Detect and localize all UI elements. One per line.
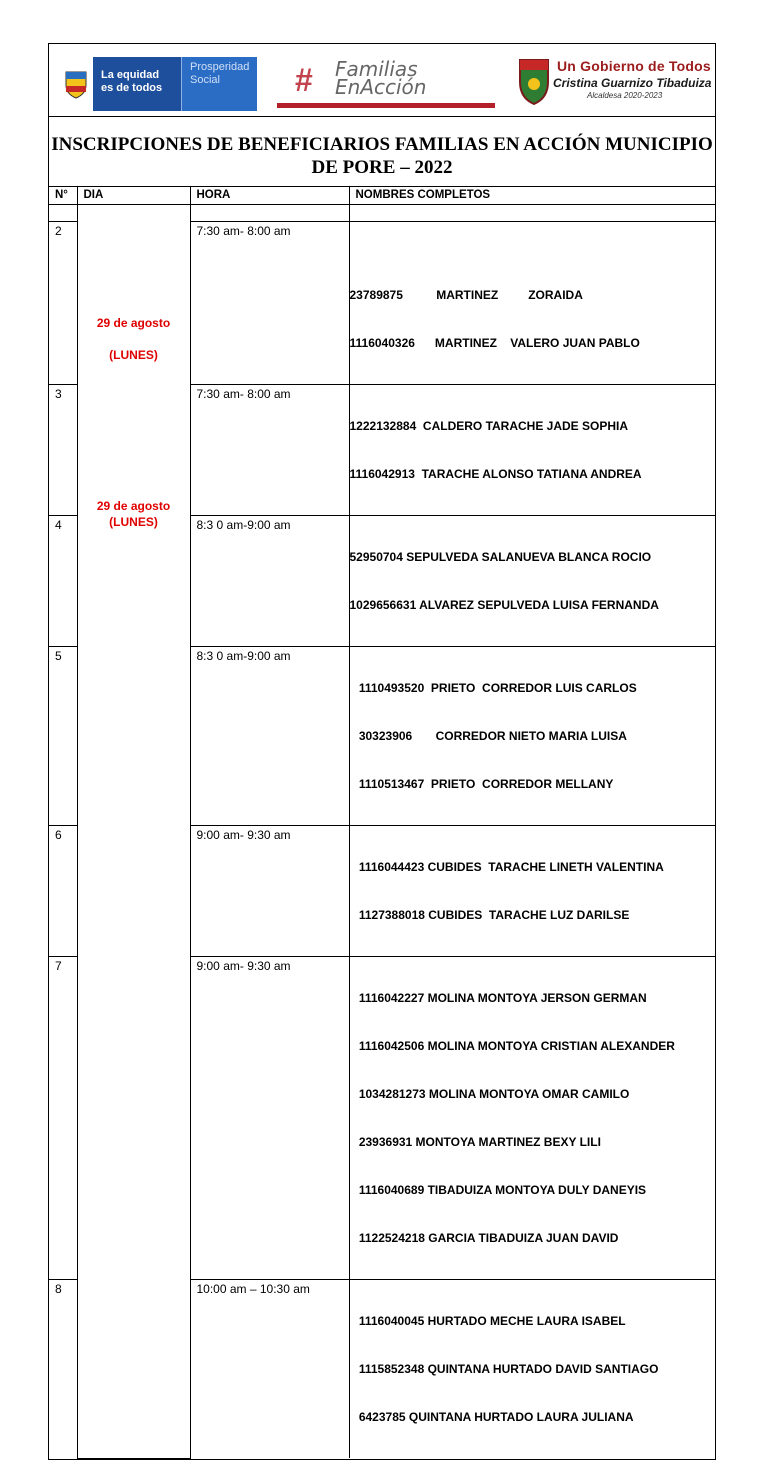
table-header-row bbox=[49, 187, 715, 205]
hashtag-icon: # bbox=[295, 62, 313, 98]
ps-line1: La equidad bbox=[101, 69, 160, 81]
ps-line4: Social bbox=[190, 74, 220, 86]
row-time: 10:00 am – 10:30 am bbox=[190, 1280, 349, 1459]
row-time: 7:30 am- 8:00 am bbox=[190, 222, 349, 385]
document bbox=[48, 43, 716, 1460]
row-names: 1116044423 CUBIDES TARACHE LINETH VALENTINA 1127388018 CUBIDES TARACHE LUZ DARILSE bbox=[349, 826, 715, 957]
day-weekday: (LUNES) bbox=[109, 348, 158, 362]
header-dia: DIA bbox=[77, 187, 190, 205]
row-names: 23789875 MARTINEZ ZORAIDA 1116040326 MARTINEZ VALERO JUAN PABLO bbox=[349, 222, 715, 385]
day-date-2: 29 de agosto bbox=[96, 499, 171, 513]
gt-line2: Cristina Guarnizo Tibaduiza bbox=[553, 76, 712, 90]
header-hora: HORA bbox=[190, 187, 349, 205]
gt-line1: Un Gobierno de Todos bbox=[557, 58, 711, 74]
row-names: 1116042227 MOLINA MONTOYA JERSON GERMAN 1116042506 MOLINA MONTOYA CRISTIAN ALEXANDER 1034281273 MOLINA MONTOYA OMAR CAMILO 23936931 MONTOYA MARTINEZ BEXY LILI 1116040689 TIBADUIZA MONTOYA DULY DANEYIS 1122524218 GARCIA TIBADUIZA JUAN DAVID bbox=[349, 957, 715, 1280]
row-number: 6 bbox=[49, 826, 77, 957]
row-names: 1110493520 PRIETO CORREDOR LUIS CARLOS 30323906 CORREDOR NIETO MARIA LUISA 1110513467 PRIETO CORREDOR MELLANY bbox=[349, 647, 715, 826]
fa-line2: EnAcción bbox=[335, 75, 427, 99]
row-number: 4 bbox=[49, 516, 77, 647]
familias-en-accion-logo bbox=[277, 58, 495, 108]
row-names: 1222132884 CALDERO TARACHE JADE SOPHIA 1116042913 TARACHE ALONSO TATIANA ANDREA bbox=[349, 385, 715, 516]
row-number: 8 bbox=[49, 1280, 77, 1459]
header-nombres: NOMBRES COMPLETOS bbox=[349, 187, 715, 205]
fa-red-bar bbox=[277, 103, 495, 108]
ps-line3: Prosperidad bbox=[190, 61, 250, 73]
row-time: 7:30 am- 8:00 am bbox=[190, 385, 349, 516]
row-time: 9:00 am- 9:30 am bbox=[190, 957, 349, 1280]
day-cell bbox=[77, 205, 190, 1459]
day-date: 29 de agosto bbox=[96, 316, 171, 330]
row-names: 1116040045 HURTADO MECHE LAURA ISABEL 1115852348 QUINTANA HURTADO DAVID SANTIAGO 6423785 QUINTANA HURTADO LAURA JULIANA bbox=[349, 1280, 715, 1459]
row-names: 52950704 SEPULVEDA SALANUEVA BLANCA ROCIO 1029656631 ALVAREZ SEPULVEDA LUISA FERNANDA bbox=[349, 516, 715, 647]
row-number: 2 bbox=[49, 222, 77, 385]
registration-table bbox=[49, 187, 715, 1459]
gt-line3: Alcaldesa 2020-2023 bbox=[587, 91, 663, 100]
municipal-shield-icon bbox=[517, 56, 551, 106]
ps-line2: es de todos bbox=[101, 82, 163, 94]
document-title: INSCRIPCIONES DE BENEFICIARIOS FAMILIAS EN ACCIÓN MUNICIPIO DE PORE – 2022 bbox=[49, 117, 715, 187]
day-weekday-2: (LUNES) bbox=[109, 515, 158, 529]
prosperidad-social-logo bbox=[59, 57, 257, 111]
row-number: 7 bbox=[49, 957, 77, 1280]
row-time: 8:3 0 am-9:00 am bbox=[190, 516, 349, 647]
colombia-shield-icon bbox=[59, 57, 93, 111]
row-number: 5 bbox=[49, 647, 77, 826]
header-n: N° bbox=[49, 187, 77, 205]
row-time: 9:00 am- 9:30 am bbox=[190, 826, 349, 957]
row-number: 3 bbox=[49, 385, 77, 516]
row-time: 8:3 0 am-9:00 am bbox=[190, 647, 349, 826]
gobierno-de-todos-logo bbox=[515, 54, 712, 110]
table-row-empty bbox=[49, 205, 715, 222]
logo-header bbox=[49, 44, 715, 117]
fa-line1: Familias bbox=[335, 57, 418, 81]
